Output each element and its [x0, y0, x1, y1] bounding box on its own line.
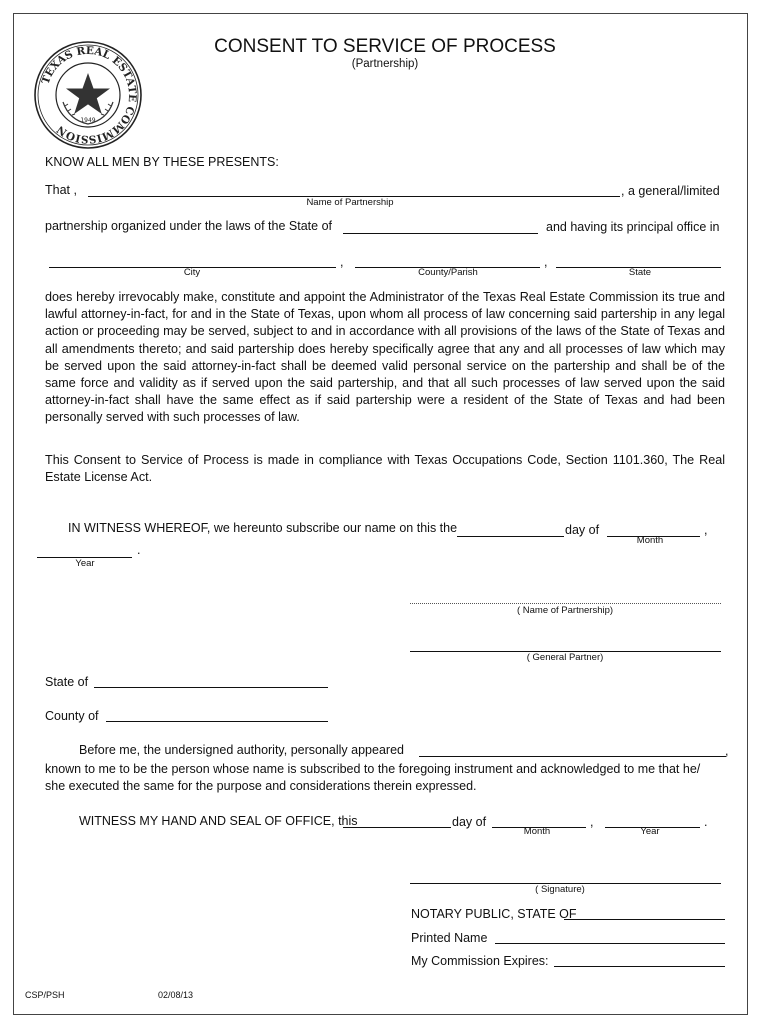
printed-name-field[interactable]: [495, 943, 725, 944]
executed-same-text: she executed the same for the purpose and considerations therein expressed.: [45, 779, 477, 793]
compliance-paragraph: This Consent to Service of Process is made in compliance with Texas Occupations Code, Section 1101.360, The Real Estate License Act.: [45, 453, 725, 485]
commission-expires-field[interactable]: [554, 966, 725, 967]
comma-2: ,: [544, 255, 548, 269]
comma-1: ,: [340, 255, 344, 269]
general-partner-label: ( General Partner): [526, 652, 604, 663]
witness-hand-text: WITNESS MY HAND AND SEAL OF OFFICE, this: [79, 814, 358, 828]
form-code: CSP/PSH: [25, 990, 65, 1000]
witness-comma: ,: [704, 523, 708, 537]
notary-day-of-text: day of: [452, 815, 487, 829]
texas-real-estate-commission-seal: [33, 40, 143, 150]
witness-month-label: Month: [636, 535, 664, 546]
page-title: CONSENT TO SERVICE OF PROCESS: [214, 36, 556, 57]
intro-text: KNOW ALL MEN BY THESE PRESENTS:: [45, 155, 279, 169]
notary-month-label: Month: [523, 826, 551, 837]
general-limited-text: , a general/limited: [621, 184, 720, 198]
form-date: 02/08/13: [158, 990, 194, 1000]
notary-public-state-field[interactable]: [564, 919, 725, 920]
lone-star-icon: [66, 73, 110, 114]
commission-expires-label: My Commission Expires:: [411, 954, 549, 968]
partnership-signature-field[interactable]: [410, 603, 721, 604]
county-parish-label: County/Parish: [418, 267, 478, 278]
city-label: City: [183, 267, 201, 278]
witness-day-of-text: day of: [565, 523, 600, 537]
state-of-label: State of: [45, 675, 89, 689]
seal-ring-text: TEXAS REAL ESTATE COMMISSION: [39, 44, 139, 146]
before-me-text: Before me, the undersigned authority, personally appeared: [79, 743, 404, 757]
organized-under-text: partnership organized under the laws of the State of: [45, 219, 332, 233]
known-to-me-text: known to me to be the person whose name is subscribed to the foregoing instrument and acknowledged to me that he/: [45, 762, 701, 776]
notary-comma: ,: [590, 815, 594, 829]
state-of-organization-field[interactable]: [343, 233, 538, 234]
notary-year-label: Year: [640, 826, 660, 837]
notary-period: .: [704, 815, 708, 829]
notary-signature-label: ( Signature): [535, 884, 585, 895]
printed-name-label: Printed Name: [411, 931, 488, 945]
notary-state-field[interactable]: [94, 687, 328, 688]
notary-county-field[interactable]: [106, 721, 328, 722]
that-label: That ,: [45, 183, 77, 197]
witness-year-label: Year: [75, 558, 95, 569]
witness-whereof-text: IN WITNESS WHEREOF, we hereunto subscribe our name on this the: [68, 521, 458, 535]
county-of-label: County of: [45, 709, 99, 723]
appeared-person-field[interactable]: [419, 756, 726, 757]
notary-day-field[interactable]: [343, 827, 451, 828]
before-me-comma: ,: [725, 744, 729, 758]
witness-day-field[interactable]: [457, 536, 564, 537]
notary-public-state-label: NOTARY PUBLIC, STATE OF: [411, 907, 577, 921]
state-label: State: [628, 267, 652, 278]
appointment-paragraph: does hereby irrevocably make, constitute and appoint the Administrator of the Texas Real Estate Commission its true and lawful attorney-in-fact, for and in the State of Texas, upon whom all process of law concerning said partership in any legal action or proceeding may be served, subject to and in accordance with all provisions of the laws of the State of Texas and all amendments thereto; and said partership does hereby specifically agree that any and all processes of law which may be served upon the said attorney-in-fact shall be deemed valid personal service on the partership and shall be of the same force and validity as if served upon the said partership, and that all such processes of law served upon the said attorney-in-fact shall have the same effect as if said partership were a resident of the State of Texas and had been personally served with such processes of law.: [45, 290, 725, 425]
partnership-signature-label: ( Name of Partnership): [516, 605, 614, 616]
seal-year: 1949: [80, 117, 96, 124]
principal-office-text: and having its principal office in: [546, 220, 720, 234]
partnership-name-label: Name of Partnership: [306, 197, 394, 208]
page-subtitle: (Partnership): [351, 58, 419, 70]
witness-period: .: [137, 543, 141, 557]
